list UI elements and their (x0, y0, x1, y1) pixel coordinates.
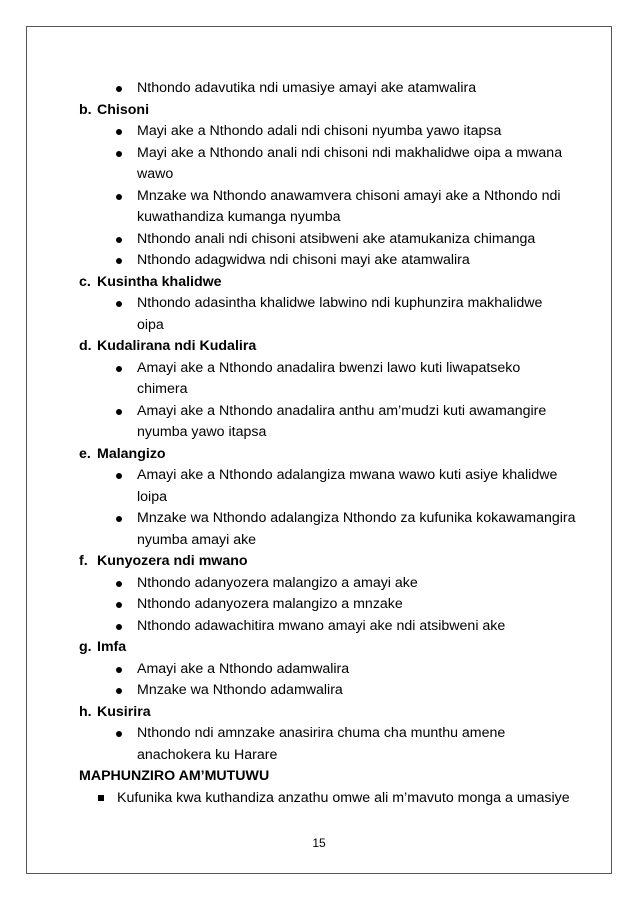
bullet-dot-icon (116, 237, 122, 243)
bullet-item (79, 723, 579, 745)
heading-text: Kusirira (97, 703, 151, 720)
heading-text: Imfa (97, 639, 127, 655)
document-body (79, 78, 579, 809)
bullet-item (79, 143, 579, 165)
bullet-dot-icon (116, 667, 122, 673)
bullet-text: Nthondo adanyozera malangizo a amayi ake (137, 574, 418, 591)
bullet-dot-icon (116, 731, 122, 737)
section-heading (79, 551, 579, 573)
square-bullet-icon (98, 795, 104, 801)
bullet-dot-icon (116, 366, 122, 372)
section-heading (79, 336, 579, 358)
bullet-text: Nthondo anali ndi chisoni atsibweni ake atamukaniza chimanga (137, 230, 536, 247)
section-heading (79, 272, 579, 294)
bullet-text: Mayi ake a Nthondo anali ndi chisoni ndi makhalidwe oipa a mwana (137, 144, 563, 161)
square-bullet-item (79, 788, 579, 810)
bullet-dot-icon (116, 151, 122, 157)
bullet-continuation: oipa (137, 316, 164, 333)
bullet-dot-icon (116, 602, 122, 608)
bullet-dot-icon (116, 129, 122, 135)
bullet-text: Nthondo adasintha khalidwe labwino ndi kuphunzira makhalidwe (137, 295, 543, 311)
section-heading (79, 100, 579, 122)
heading-letter: g. (79, 639, 92, 655)
bullet-dot-icon (116, 581, 122, 587)
bullet-text: Nthondo adavutika ndi umasiye amayi ake atamwalira (137, 80, 477, 96)
bullet-continuation: chimera (137, 381, 188, 397)
bullet-text: Nthondo ndi amnzake anasirira chuma cha munthu amene (137, 725, 506, 741)
bullet-text: Amayi ake a Nthondo adalangiza mwana wawo kuti asiye khalidwe (137, 467, 558, 483)
bullet-text: Mnzake wa Nthondo adalangiza Nthondo za kufunika kokawamangira (137, 510, 576, 526)
bullet-item (79, 229, 579, 251)
bullet-dot-icon (116, 301, 122, 307)
section-heading (79, 637, 579, 659)
heading-text: Chisoni (97, 101, 150, 118)
heading-text: Malangizo (97, 445, 166, 462)
heading-letter: f. (79, 553, 88, 569)
bullet-item (79, 573, 579, 595)
bullet-continuation: loipa (137, 488, 167, 505)
bullet-text: Mnzake wa Nthondo anawamvera chisoni amayi ake a Nthondo ndi (137, 187, 561, 204)
bullet-text: Nthondo adawachitira mwano amayi ake ndi atsibweni ake (137, 617, 506, 634)
bullet-text: Nthondo adanyozera malangizo a mnzake (137, 596, 403, 612)
bullet-text: Amayi ake a Nthondo anadalira bwenzi lawo kuti liwapatseko (137, 359, 521, 376)
bullet-item (79, 121, 579, 143)
bullet-continuation: wawo (137, 166, 174, 182)
bullet-item (79, 186, 579, 208)
bullet-text: Nthondo adagwidwa ndi chisoni mayi ake atamwalira (137, 252, 470, 268)
bullet-dot-icon (116, 258, 122, 264)
heading-text: Kudalirana ndi Kudalira (97, 338, 257, 354)
heading-letter: e. (79, 445, 91, 462)
bullet-item (79, 358, 579, 380)
bullet-item (79, 616, 579, 638)
bullet-dot-icon (116, 86, 122, 92)
bullet-dot-icon (116, 624, 122, 630)
bullet-continuation: nyumba yawo itapsa (137, 424, 267, 440)
square-bullet-text: Kufunika kwa kuthandiza anzathu omwe ali m’mavuto monga a umasiye (117, 789, 570, 806)
bullet-continuation: anachokera ku Harare (137, 746, 278, 763)
bullet-dot-icon (116, 473, 122, 479)
bullet-continuation: nyumba amayi ake (137, 531, 257, 548)
bullet-item (79, 680, 579, 702)
heading-text: Kusintha khalidwe (97, 273, 222, 290)
bullet-item (79, 250, 579, 272)
bullet-text: Mnzake wa Nthondo adamwalira (137, 682, 343, 698)
bullet-text: Amayi ake a Nthondo adamwalira (137, 660, 350, 677)
section-heading (79, 444, 579, 466)
bullet-dot-icon (116, 516, 122, 522)
heading-letter: c. (79, 273, 91, 290)
bullet-item (79, 465, 579, 487)
bullet-text: Mayi ake a Nthondo adali ndi chisoni nyumba yawo itapsa (137, 123, 502, 139)
heading-letter: b. (79, 101, 92, 118)
bullet-dot-icon (116, 688, 122, 694)
page-number: 15 (312, 836, 326, 850)
bullet-dot-icon (116, 409, 122, 415)
bullet-item (79, 78, 579, 100)
bullet-item (79, 659, 579, 681)
section-title: MAPHUNZIRO AM’MUTUWU (79, 768, 270, 784)
bullet-text: Amayi ake a Nthondo anadalira anthu am’mudzi kuti awamangire (137, 402, 547, 419)
bullet-item (79, 594, 579, 616)
bullet-item (79, 401, 579, 423)
heading-letter: d. (79, 338, 92, 354)
heading-text: Kunyozera ndi mwano (97, 553, 248, 569)
bullet-dot-icon (116, 194, 122, 200)
heading-letter: h. (79, 703, 92, 720)
bullet-continuation: kuwathandiza kumanga nyumba (137, 209, 341, 225)
bullet-item (79, 293, 579, 315)
section-heading (79, 702, 579, 724)
bullet-item (79, 508, 579, 530)
